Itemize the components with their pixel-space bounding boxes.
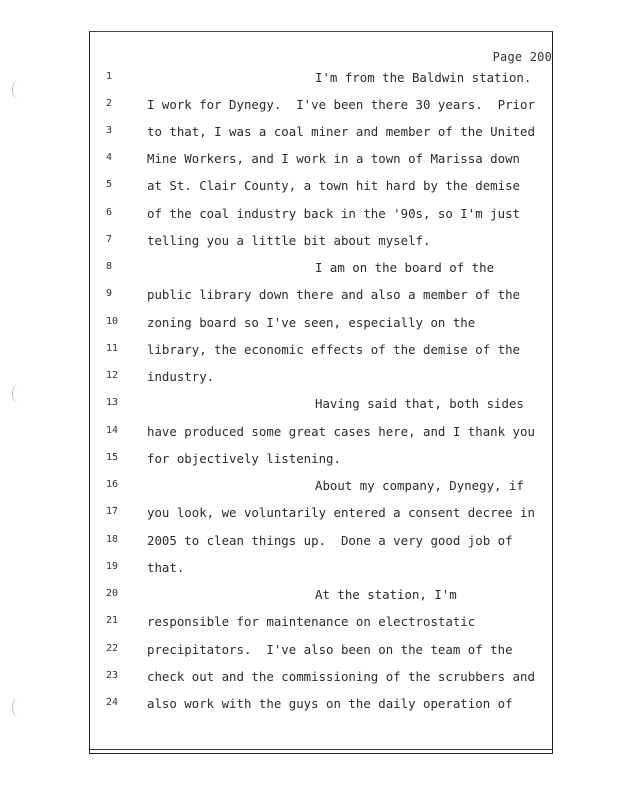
line-number: 12 (106, 370, 119, 381)
transcript-line: for objectively listening. (147, 451, 341, 466)
line-number: 5 (106, 179, 113, 190)
transcript-line: public library down there and also a member of the (147, 287, 520, 302)
line-number: 21 (106, 615, 119, 626)
transcript-line: Mine Workers, and I work in a town of Marissa down (147, 151, 520, 166)
punch-hole-mark (12, 80, 25, 100)
line-number: 13 (106, 397, 119, 408)
line-number: 14 (106, 425, 119, 436)
transcript-line: I work for Dynegy. I've been there 30 years. Prior (147, 97, 535, 112)
transcript-line: zoning board so I've seen, especially on the (147, 315, 476, 330)
line-number: 22 (106, 643, 119, 654)
line-number: 1 (106, 71, 113, 82)
punch-hole-mark (12, 697, 25, 717)
transcript-line: Having said that, both sides (315, 396, 524, 411)
line-number: 16 (106, 479, 119, 490)
transcript-line: telling you a little bit about myself. (147, 233, 431, 248)
line-number: 11 (106, 343, 119, 354)
line-number: 10 (106, 316, 119, 327)
transcript-line: 2005 to clean things up. Done a very good job of (147, 533, 513, 548)
line-number: 18 (106, 534, 119, 545)
transcript-line: library, the economic effects of the demise of the (147, 342, 520, 357)
line-number: 3 (106, 125, 113, 136)
line-number: 7 (106, 234, 113, 245)
transcript-line: you look, we voluntarily entered a consent decree in (147, 505, 535, 520)
transcript-line: check out and the commissioning of the scrubbers and (147, 669, 535, 684)
line-number: 2 (106, 98, 113, 109)
punch-hole-mark (12, 384, 25, 404)
transcript-line: I'm from the Baldwin station. (315, 70, 532, 85)
transcript-line: At the station, I'm (315, 587, 457, 602)
line-number: 17 (106, 506, 119, 517)
transcript-line: to that, I was a coal miner and member of the United (147, 124, 535, 139)
transcript-line: that. (147, 560, 185, 575)
line-number: 15 (106, 452, 119, 463)
line-number: 20 (106, 588, 119, 599)
transcript-line: have produced some great cases here, and I thank you (147, 424, 535, 439)
line-number: 19 (106, 561, 119, 572)
line-number: 6 (106, 207, 113, 218)
transcript-line: also work with the guys on the daily operation of (147, 696, 513, 711)
transcript-line: About my company, Dynegy, if (315, 478, 524, 493)
line-number: 4 (106, 152, 113, 163)
transcript-line: responsible for maintenance on electrostatic (147, 614, 476, 629)
transcript-line: I am on the board of the (315, 260, 495, 275)
transcript-line: precipitators. I've also been on the team of the (147, 642, 513, 657)
line-number: 24 (106, 697, 119, 708)
line-number: 8 (106, 261, 113, 272)
page-number: Page 200 (492, 50, 552, 64)
line-number: 23 (106, 670, 119, 681)
transcript-line: at St. Clair County, a town hit hard by the demise (147, 178, 520, 193)
transcript-line: of the coal industry back in the '90s, so I'm just (147, 206, 520, 221)
transcript-line: industry. (147, 369, 215, 384)
line-number: 9 (106, 288, 113, 299)
